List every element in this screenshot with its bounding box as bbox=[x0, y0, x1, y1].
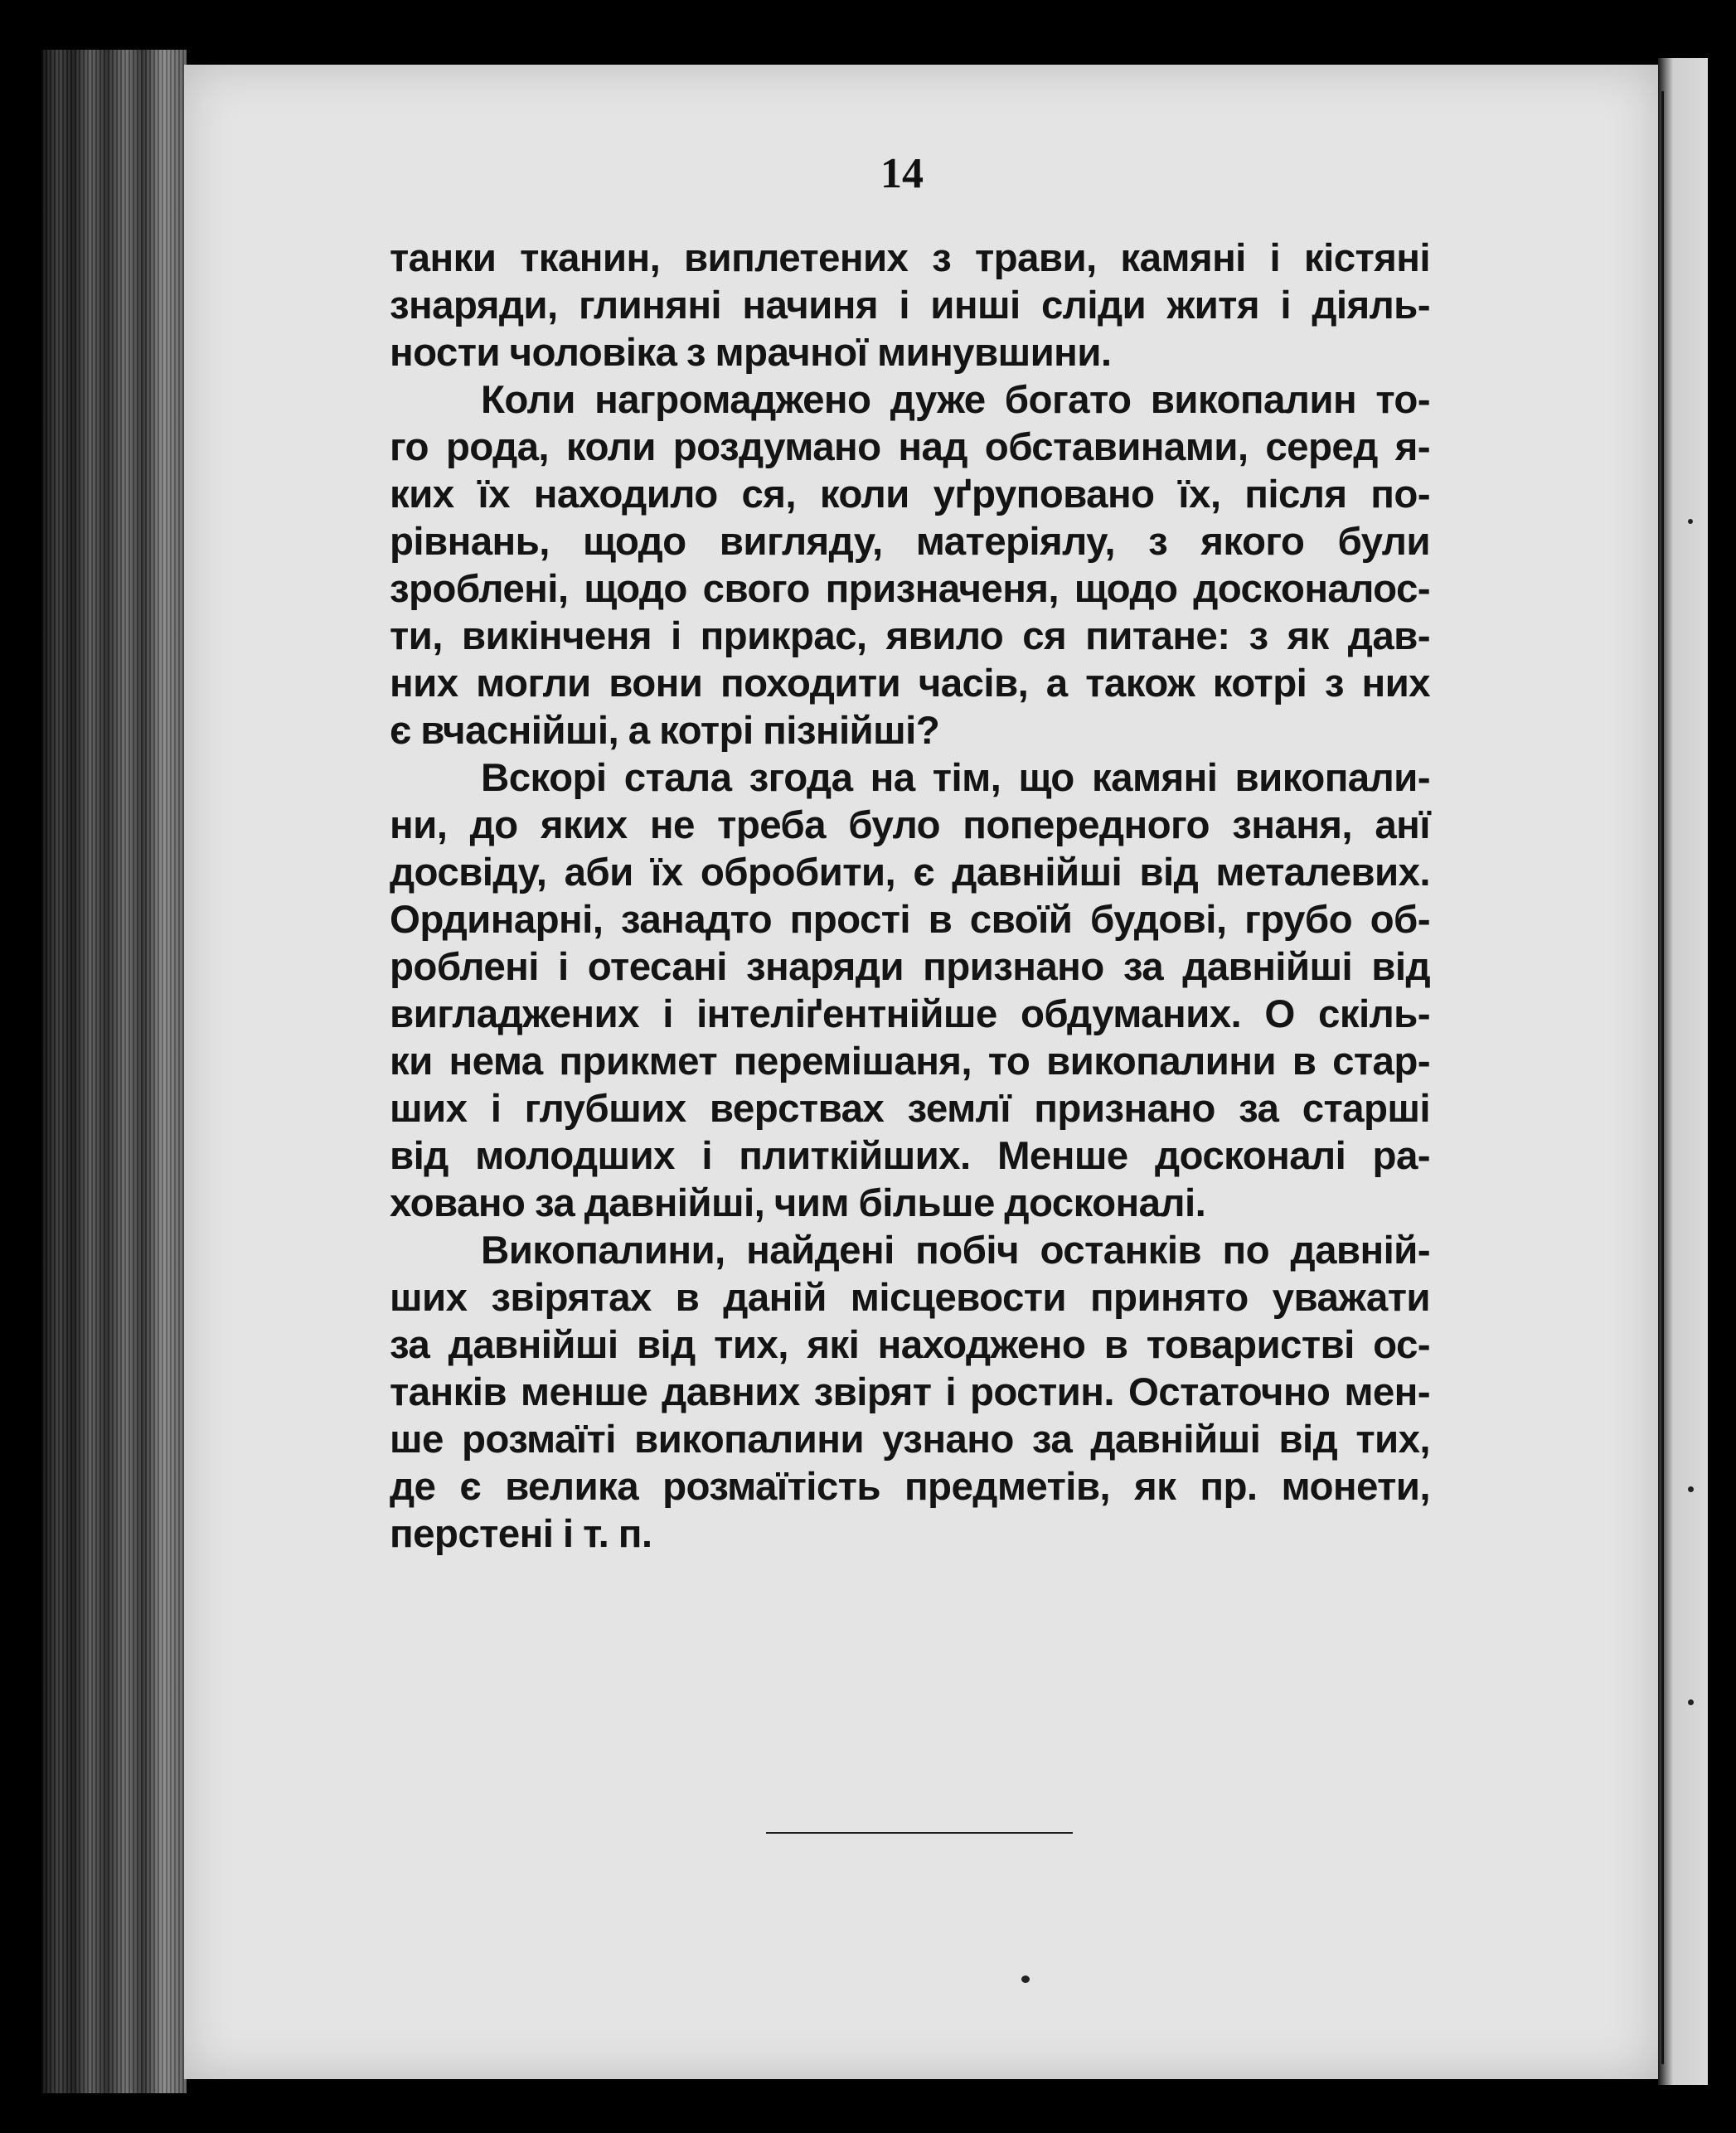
text-line: ни, до яких не треба було попередного знаня, анї bbox=[390, 803, 1430, 847]
text-line: ти, викінченя і прикрас, явило ся питане: з як дав- bbox=[390, 614, 1430, 658]
text-line: рівнань, щодо вигляду, матеріялу, з якого були bbox=[390, 520, 1430, 564]
text-line: ших звірятах в даній місцевости принято уважати bbox=[390, 1276, 1430, 1320]
text-line: Коли нагромаджено дуже богато викопалин то- bbox=[481, 378, 1430, 422]
paragraph-2 bbox=[390, 376, 1430, 754]
text-line: ки нема прикмет перемішаня, то викопалини в стар- bbox=[390, 1040, 1430, 1083]
text-line: досвіду, аби їх обробити, є давнійші від металевих. bbox=[390, 851, 1430, 894]
paragraph-4 bbox=[390, 1227, 1430, 1558]
end-of-chapter-rule bbox=[766, 1832, 1073, 1834]
facing-page-rule bbox=[1661, 91, 1664, 2064]
ink-speck bbox=[1021, 1975, 1030, 1983]
text-line: танки тканин, виплетених з трави, камяні і кістяні bbox=[390, 236, 1430, 280]
text-line: від молодших і плиткійших. Менше досконалі ра- bbox=[390, 1134, 1430, 1178]
text-line: Ординарні, занадто прості в своїй будові, грубо об- bbox=[390, 898, 1430, 942]
text-line: вигладжених і інтеліґентнійше обдуманих. О скіль- bbox=[390, 992, 1430, 1036]
ink-speck bbox=[1688, 519, 1693, 524]
text-line: ности чоловіка з мрачної минувшини. bbox=[390, 331, 1112, 375]
ink-speck bbox=[1688, 1699, 1694, 1705]
text-line: є вчаснійші, а котрі пізнійші? bbox=[390, 709, 940, 753]
text-line: зроблені, щодо свого призначеня, щодо досконалос- bbox=[390, 567, 1430, 611]
book-spine-edge bbox=[41, 50, 187, 2093]
text-line: за давнійші від тих, які находжено в товаристві ос- bbox=[390, 1323, 1430, 1367]
text-line: ше розмаїті викопалини узнано за давнійші від тих, bbox=[390, 1418, 1430, 1462]
text-line: го рода, коли роздумано над обставинами, серед я- bbox=[390, 425, 1430, 469]
text-line: роблені і отесані знаряди признано за давнійші від bbox=[390, 945, 1430, 989]
text-line: перстені і т. п. bbox=[390, 1512, 652, 1556]
body-text bbox=[390, 235, 1430, 1558]
text-line: де є велика розмаїтість предметів, як пр. монети, bbox=[390, 1465, 1430, 1509]
text-line: ховано за давнійші, чим більше досконалі. bbox=[390, 1181, 1206, 1225]
facing-page-edge bbox=[1658, 58, 1708, 2085]
page-number: 14 bbox=[880, 150, 924, 197]
paragraph-3 bbox=[390, 754, 1430, 1227]
text-line: танків менше давних звірят і ростин. Остаточно мен- bbox=[390, 1370, 1430, 1414]
paragraph-1 bbox=[390, 235, 1430, 376]
ink-speck bbox=[1688, 1486, 1694, 1492]
text-line: ших і глубших верствах землї признано за старші bbox=[390, 1087, 1430, 1131]
text-line: Викопалини, найдені побіч останків по давній- bbox=[481, 1229, 1430, 1273]
text-line: ких їх находило ся, коли уґруповано їх, після по- bbox=[390, 473, 1430, 516]
text-line: них могли вони походити часів, а також котрі з них bbox=[390, 662, 1430, 705]
text-line: Вскорі стала згода на тім, що камяні викопали- bbox=[481, 756, 1430, 800]
text-line: знаряди, глиняні начиня і инші сліди житя і діяль- bbox=[390, 284, 1430, 327]
